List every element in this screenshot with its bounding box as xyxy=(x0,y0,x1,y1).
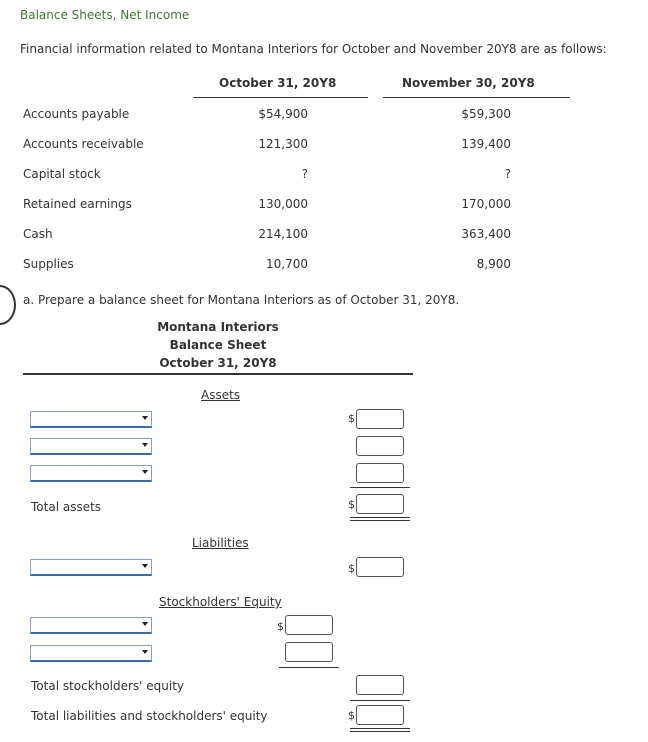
liabilities-heading: Liabilities xyxy=(192,536,249,550)
chevron-down-icon xyxy=(142,416,148,420)
asset-amount-input-1[interactable] xyxy=(356,409,404,429)
asset-amount-input-3[interactable] xyxy=(356,463,404,483)
page-title: Balance Sheets, Net Income xyxy=(20,8,190,22)
intro-text: Financial information related to Montana Interiors for October and November 20Y8 are as follows: xyxy=(20,42,607,56)
equity-account-select-1[interactable] xyxy=(30,617,152,634)
november-value: 8,900 xyxy=(476,257,511,271)
total-assets-input[interactable] xyxy=(356,494,404,514)
november-value: 363,400 xyxy=(461,227,511,241)
november-value: 139,400 xyxy=(461,137,511,151)
assets-subtotal-rule xyxy=(350,487,410,488)
question-marker xyxy=(0,285,16,325)
header-rule-october xyxy=(193,97,368,98)
october-value: 130,000 xyxy=(258,197,308,211)
chevron-down-icon xyxy=(142,650,148,654)
dollar-sign: $ xyxy=(277,620,284,633)
equity-account-select-2[interactable] xyxy=(30,645,152,662)
november-value: $59,300 xyxy=(461,107,511,121)
total-assets-label: Total assets xyxy=(31,500,102,514)
total-liabilities-equity-double-rule xyxy=(350,728,410,732)
assets-heading: Assets xyxy=(201,388,241,402)
total-equity-input[interactable] xyxy=(356,675,404,695)
question-text: a. Prepare a balance sheet for Montana Interiors as of October 31, 20Y8. xyxy=(23,293,460,307)
row-label: Accounts payable xyxy=(23,107,130,121)
column-header-november: November 30, 20Y8 xyxy=(402,76,535,90)
october-value: $54,900 xyxy=(258,107,308,121)
statement-header-rule xyxy=(23,373,413,375)
row-label: Accounts receivable xyxy=(23,137,144,151)
dollar-sign: $ xyxy=(348,709,355,722)
november-value: ? xyxy=(504,167,511,181)
chevron-down-icon xyxy=(142,443,148,447)
total-equity-label: Total stockholders' equity xyxy=(31,679,185,693)
asset-account-select-1[interactable] xyxy=(30,411,152,428)
company-name: Montana Interiors xyxy=(157,320,279,334)
equity-heading: Stockholders' Equity xyxy=(159,595,282,609)
column-header-october: October 31, 20Y8 xyxy=(219,76,337,90)
october-value: ? xyxy=(301,167,308,181)
october-value: 214,100 xyxy=(258,227,308,241)
row-label: Retained earnings xyxy=(23,197,132,211)
dollar-sign: $ xyxy=(348,498,355,511)
total-assets-double-rule xyxy=(350,517,410,521)
equity-subtotal-rule xyxy=(279,667,339,668)
chevron-down-icon xyxy=(142,564,148,568)
statement-name: Balance Sheet xyxy=(169,338,267,352)
october-value: 121,300 xyxy=(258,137,308,151)
chevron-down-icon xyxy=(142,470,148,474)
equity-amount-input-2[interactable] xyxy=(285,642,333,662)
asset-account-select-3[interactable] xyxy=(30,465,152,482)
total-equity-rule xyxy=(350,700,410,701)
october-value: 10,700 xyxy=(266,257,308,271)
asset-account-select-2[interactable] xyxy=(30,438,152,455)
total-liabilities-equity-label: Total liabilities and stockholders' equity xyxy=(31,709,268,723)
asset-amount-input-2[interactable] xyxy=(356,436,404,456)
statement-date: October 31, 20Y8 xyxy=(159,356,277,370)
liability-amount-input-1[interactable] xyxy=(356,557,404,577)
dollar-sign: $ xyxy=(348,562,355,575)
november-value: 170,000 xyxy=(461,197,511,211)
row-label: Capital stock xyxy=(23,167,101,181)
header-rule-november xyxy=(383,97,570,98)
total-liabilities-equity-input[interactable] xyxy=(356,705,404,725)
dollar-sign: $ xyxy=(348,412,355,425)
equity-amount-input-1[interactable] xyxy=(285,615,333,635)
row-label: Supplies xyxy=(23,257,74,271)
liability-account-select-1[interactable] xyxy=(30,559,152,576)
chevron-down-icon xyxy=(142,622,148,626)
row-label: Cash xyxy=(23,227,53,241)
